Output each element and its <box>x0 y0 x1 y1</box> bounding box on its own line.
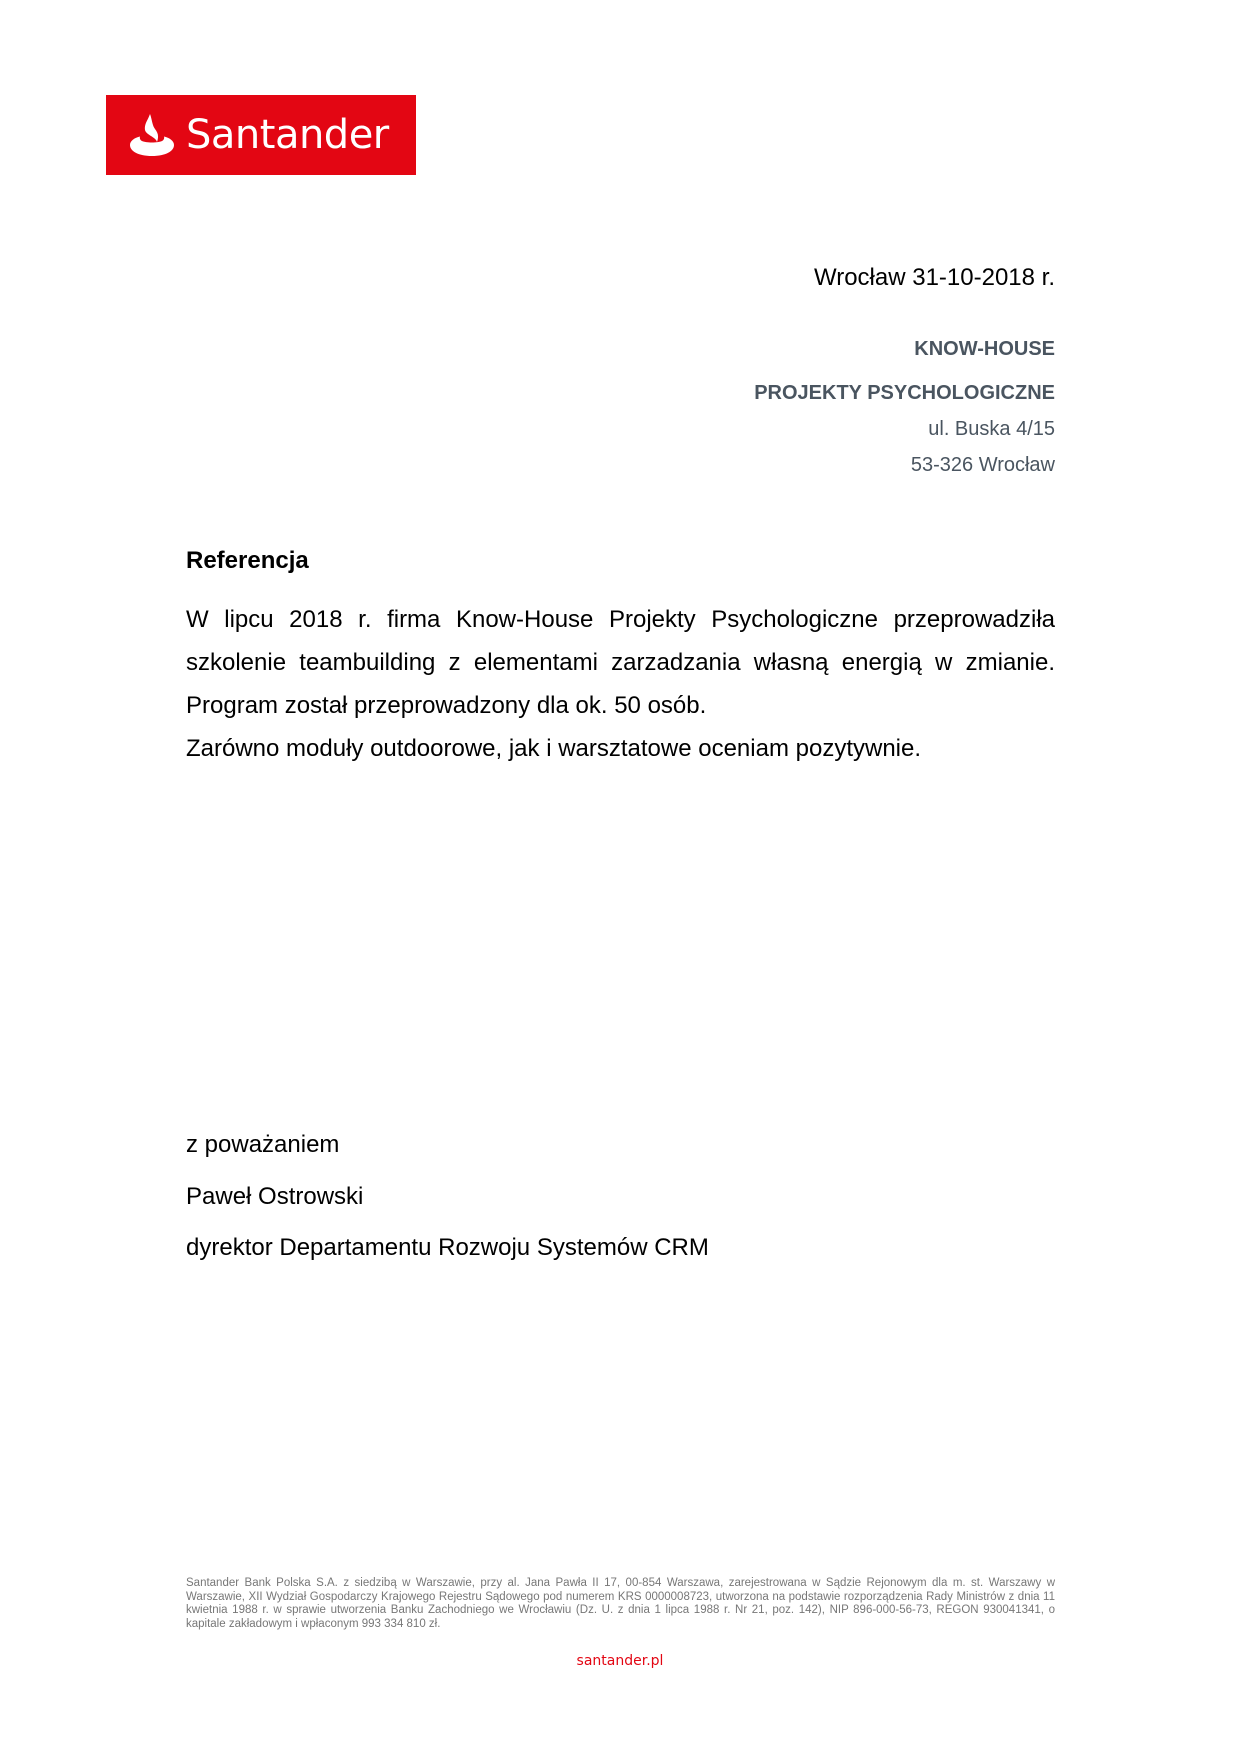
footer-website-link[interactable]: santander.pl <box>576 1653 664 1669</box>
body-paragraph-1: W lipcu 2018 r. firma Know-House Projekty Psychologiczne przeprowadziła szkolenie teambuilding z elementami zarzadzania własną energią w zmianie. Program został przeprowadzony dla ok. 50 osób. <box>186 606 1055 719</box>
signature-closing: z poważaniem <box>186 1131 340 1158</box>
letter-date: Wrocław 31-10-2018 r. <box>813 264 1055 291</box>
recipient-name-line1: KNOW-HOUSE <box>914 338 1055 360</box>
recipient-city: 53-326 Wrocław <box>910 454 1055 476</box>
recipient-name-line2: PROJEKTY PSYCHOLOGICZNE <box>754 382 1055 404</box>
recipient-street: ul. Buska 4/15 <box>928 418 1055 440</box>
letter-heading: Referencja <box>186 547 309 574</box>
footer-legal-text: Santander Bank Polska S.A. z siedzibą w Warszawie, przy al. Jana Pawła II 17, 00-854 Warszawa, zarejestrowana w Sądzie Rejonowym dla m. st. Warszawy w Warszawie, XII Wydział Gospodarczy Krajowego Rejestru Sądowego pod numerem KRS 0000008723, utworzona na podstawie rozporządzenia Rady Ministrów z dnia 11 kwietnia 1988 r. w sprawie utworzenia Banku Zachodniego we Wrocławiu (Dz. U. z dnia 1 lipca 1988 r. Nr 21, poz. 142), NIP 896-000-56-73, REGON 930041341, o kapitale zakładowym i wpłaconym 993 334 810 zł. <box>186 1577 1055 1630</box>
flame-icon <box>128 112 176 158</box>
body-paragraph-2: Zarówno moduły outdoorowe, jak i warsztatowe oceniam pozytywnie. <box>186 735 922 762</box>
santander-logo <box>106 95 416 175</box>
logo-text: Santander <box>186 112 389 158</box>
recipient-address <box>754 334 1055 486</box>
signature-title: dyrektor Departamentu Rozwoju Systemów CRM <box>186 1234 709 1261</box>
signature-name: Paweł Ostrowski <box>186 1183 364 1210</box>
